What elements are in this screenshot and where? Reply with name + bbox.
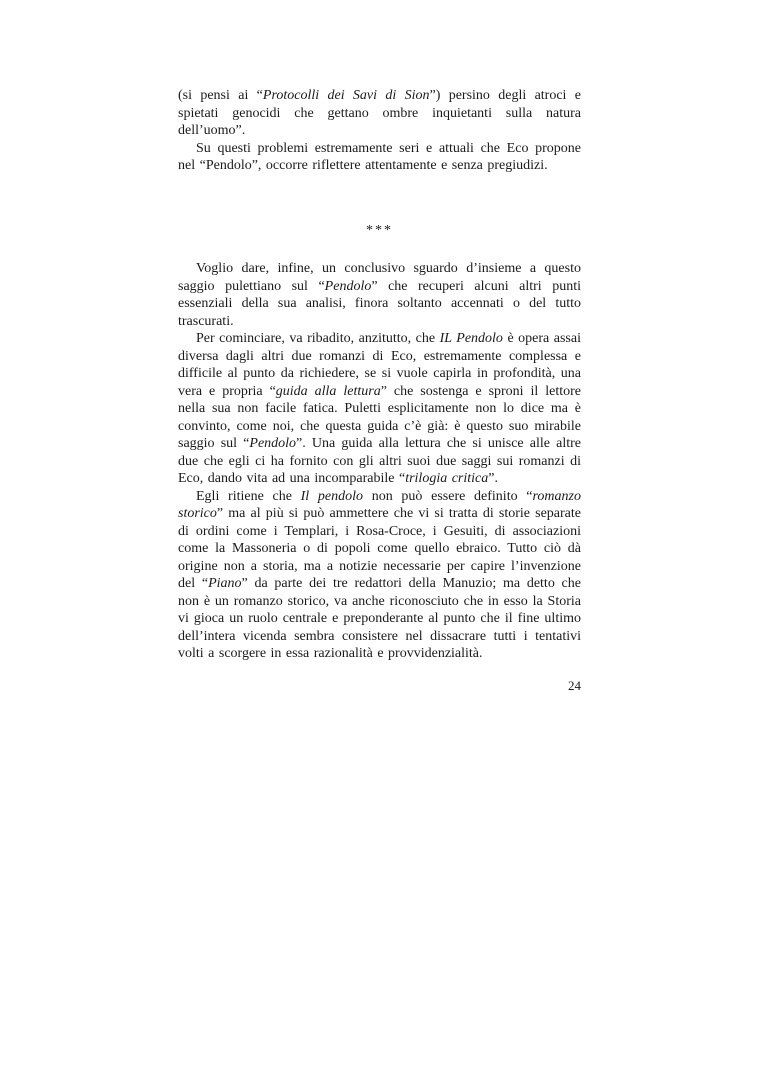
text-run: Su questi problemi estremamente seri e attuali che Eco propone nel “Pendolo”, occorre riflettere attentamente e senza pregiudizi. [178, 140, 581, 173]
italic-text-run: Piano [208, 576, 242, 591]
text-run: ” da parte dei tre redattori della Manuzio; ma detto che non è un romanzo storico, va anche riconosciuto che in esso la Storia vi gioca un ruolo centrale e preponderante al punto che il fine ultimo dell’intera vicenda sembra consistere nel dissacrare tutti i tentativi volti a scorgere in essa razionalità e provvidenzialità. [178, 576, 581, 661]
text-run: ” che recuperi alcuni altri punti essenziali della sua analisi, finora soltanto accennati o del tutto trascurati. [178, 278, 581, 329]
page-number: 24 [568, 677, 581, 693]
text-run: Voglio dare, infine, un conclusivo sguardo d’insieme a questo saggio pulettiano sul “ [178, 261, 581, 294]
text-column [178, 87, 581, 694]
italic-text-run: guida alla lettura [275, 383, 381, 399]
italic-text-run: Pendolo [249, 436, 297, 451]
paragraph-continuation [178, 87, 581, 140]
italic-text-run: romanzo storico [178, 488, 581, 521]
paragraph [178, 140, 581, 175]
paragraph [178, 260, 581, 330]
text-run: (si pensi ai “ [178, 88, 263, 103]
text-run: ” ma al più si può ammettere che vi si tratta di storie separate di ordini come i Templari, i Rosa-Croce, i Gesuiti, di associazioni come la Massoneria o di popoli come quello ebraico. Tutto ciò dà origine non a storia, ma a notizie necessarie per capire l’invenzione del “ [178, 506, 581, 591]
italic-text-run: trilogia critica [405, 471, 489, 486]
text-run: Per cominciare, va ribadito, anzitutto, che [196, 331, 440, 346]
italic-text-run: Pendolo [324, 278, 372, 294]
text-run: è opera assai diversa dagli altri due romanzi di Eco, estremamente complessa e difficile al punto da richiedere, se si vuole capirla in profondità, una vera e propria “ [178, 331, 581, 399]
text-run: ”. Una guida alla lettura che si unisce alle altre due che egli ci ha fornito con gli altri suoi due saggi sui romanzi di Eco, dando vita ad una incomparabile “ [178, 436, 582, 486]
italic-text-run: Protocolli dei Savi di Sion [262, 88, 430, 103]
text-run: non può essere definito “ [363, 488, 533, 504]
italic-text-run: IL Pendolo [439, 331, 503, 346]
text-run: ” che sostenga e sproni il lettore nella sua non facile fatica. Puletti esplicitamente non lo dice ma è convinto, come noi, che questa guida c’è già: è questo suo mirabile saggio sul “ [178, 383, 582, 451]
italic-text-run: Il pendolo [300, 488, 364, 504]
text-run: Egli ritiene che [196, 488, 301, 504]
paragraph [178, 488, 581, 663]
text-run: ”) persino degli atroci e spietati genocidi che gettano ombre inquietanti sulla natura dell’uomo”. [178, 88, 581, 138]
paragraph [178, 330, 581, 488]
text-run: ”. [488, 471, 498, 486]
section-separator: *** [366, 222, 393, 238]
